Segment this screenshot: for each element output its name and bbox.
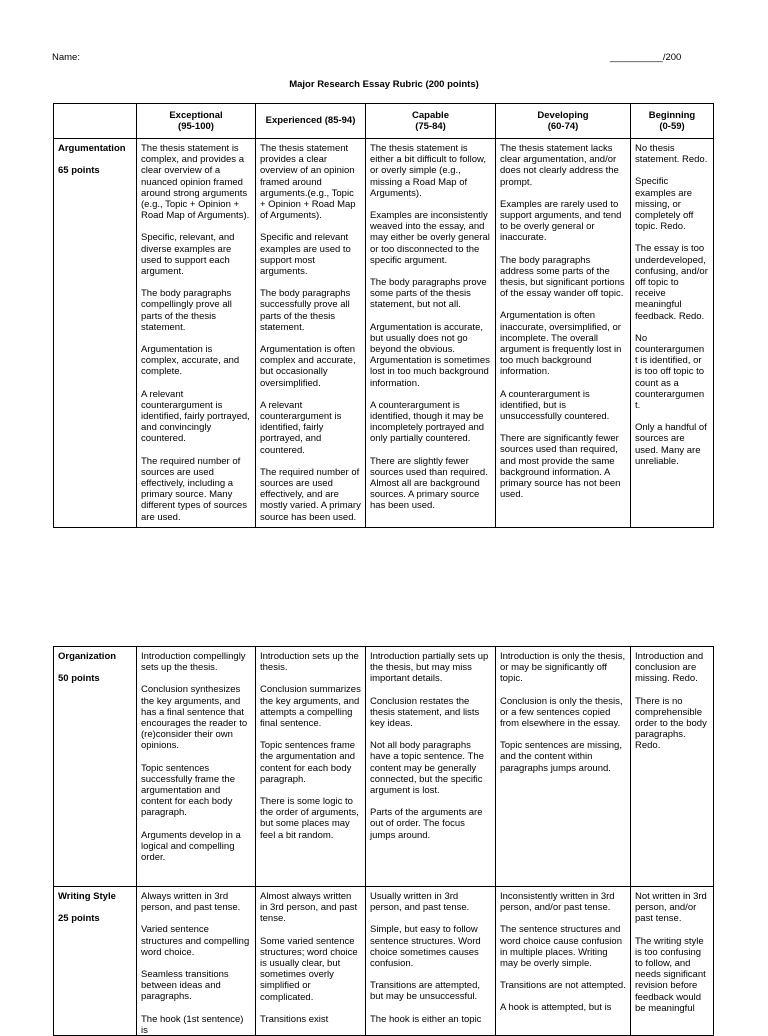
cell-exceptional — [137, 139, 256, 528]
row-head — [54, 887, 137, 1036]
criterion-text: Transitions are not attempted. — [500, 980, 626, 992]
criterion-text: Simple, but easy to follow sentence structures. Word choice sometimes causes confusion. — [370, 924, 481, 970]
criterion-text: Parts of the arguments are out of order. The focus jumps around. — [370, 807, 483, 841]
criterion-text: Conclusion is only the thesis, or a few sentences copied from elsewhere in the essay. — [500, 695, 623, 730]
col-range: (0-59) — [659, 121, 685, 132]
criterion-text: Not all body paragraphs have a topic sentence. The content may be generally connected, but the specific argument is lost. — [370, 740, 484, 797]
row-name: Organization — [58, 651, 117, 662]
criterion-text: Specific examples are missing, or completely off topic. Redo. — [635, 176, 694, 233]
criterion-text: The hook is either an topic — [370, 1013, 482, 1025]
row-writing-style — [54, 887, 714, 1036]
col-label: Beginning — [648, 109, 696, 121]
criterion-text: There is no comprehensible order to the body paragraphs. Redo. — [635, 695, 707, 752]
row-points: 65 points — [58, 165, 100, 177]
col-head-capable — [366, 104, 496, 139]
cell-experienced — [256, 887, 366, 1036]
criterion-text: Examples are inconsistently weaved into the essay, and may either be overly general or too disconnected to the specific argument. — [370, 210, 490, 266]
col-range: (75-84) — [415, 121, 446, 132]
criterion-text: A counterargument is identified, but is unsuccessfully countered. — [500, 388, 610, 423]
criterion-text: Transitions exist — [260, 1013, 329, 1025]
criterion-text: Argumentation is complex, accurate, and complete. — [141, 344, 240, 378]
header-row — [54, 104, 714, 139]
col-head-beginning — [631, 104, 714, 139]
rubric-table-top — [53, 103, 714, 528]
criterion-text: The body paragraphs successfully prove all parts of the thesis statement. — [260, 288, 351, 333]
criterion-text: Topic sentences successfully frame the argumentation and content for each body paragraph. — [141, 762, 235, 819]
criterion-text: Examples are rarely used to support arguments, and tend to be overly general or inaccurate. — [500, 198, 622, 244]
criterion-text: The required number of sources are used effectively, including a primary source. Many different types of sources are used. — [141, 455, 247, 523]
cell-developing — [496, 139, 631, 528]
criterion-text: Always written in 3rd person, and past tense. — [141, 891, 241, 914]
criterion-text: No thesis statement. Redo. — [635, 143, 708, 166]
criterion-text: The thesis statement is complex, and provides a clear overview of a nuanced opinion framed around strong arguments (e.g., Topic + Opinion + Road Map of Arguments). — [141, 143, 250, 222]
criterion-text: Only a handful of sources are used. Many are unreliable. — [635, 422, 707, 467]
cell-experienced — [256, 647, 366, 887]
criterion-text: Introduction compellingly sets up the thesis. — [141, 651, 246, 674]
criterion-text: The thesis statement lacks clear argumentation, and/or does not clearly address the prompt. — [500, 143, 619, 188]
row-argumentation — [54, 139, 714, 528]
criterion-text: A counterargument is identified, though it may be incompletely portrayed and only partially countered. — [370, 399, 485, 445]
criterion-text: Argumentation is accurate, but usually does not go beyond the obvious. Argumentation is sometimes lost in too much background information. — [370, 321, 490, 389]
criterion-text: There are slightly fewer sources used than required. Almost all are background sources. A primary source has been used. — [370, 455, 488, 512]
cell-beginning — [631, 887, 714, 1036]
row-name: Argumentation — [58, 143, 126, 154]
criterion-text: Varied sentence structures and compelling word choice. — [141, 924, 250, 958]
cell-beginning — [631, 139, 714, 528]
criterion-text: The sentence structures and word choice cause confusion in multiple places. Writing may be overly simple. — [500, 924, 622, 970]
criterion-text: The body paragraphs compellingly prove all parts of the thesis statement. — [141, 288, 232, 333]
criterion-text: Almost always written in 3rd person, and past tense. — [260, 891, 358, 925]
criterion-text: Conclusion synthesizes the key arguments, and has a final sentence that encourages the reader to (re)consider their own opinions. — [141, 684, 248, 752]
col-range: (60-74) — [547, 121, 579, 132]
criterion-text: There are significantly fewer sources used than required, and most provide the same background information. A primary source has not been used. — [500, 433, 621, 501]
criterion-text: The body paragraphs address some parts of the thesis, but significant portions of the essay wander off topic. — [500, 254, 625, 300]
criterion-text: Topic sentences are missing, and the content within paragraphs jumps around. — [500, 740, 622, 774]
criterion-text: Specific and relevant examples are used to support most arguments. — [260, 232, 351, 278]
row-head — [54, 647, 137, 887]
col-head-developing — [496, 104, 631, 139]
criterion-text: There is some logic to the order of arguments, but some places may feel a bit random. — [260, 796, 359, 841]
criterion-text: Some varied sentence structures; word choice is usually clear, but sometimes overly simplified or complicated. — [260, 935, 358, 1003]
col-range: (95-100) — [178, 121, 214, 132]
criterion-text: The hook (1st sentence) is — [141, 1013, 244, 1036]
row-name: Writing Style — [58, 891, 116, 902]
criterion-text: The thesis statement provides a clear overview of an opinion framed around arguments.(e.g., Topic + Opinion + Road Map of Arguments). — [260, 143, 356, 222]
criterion-text: The essay is too underdeveloped, confusing, and/or off topic to receive meaningful feedback. Redo. — [635, 243, 708, 322]
criterion-text: A relevant counterargument is identified, fairly portrayed, and countered. — [260, 399, 342, 456]
criterion-text: Argumentation is often complex and accurate, but occasionally oversimplified. — [260, 344, 356, 389]
cell-exceptional — [137, 887, 256, 1036]
cell-beginning — [631, 647, 714, 887]
row-head — [54, 139, 137, 528]
criterion-text: Usually written in 3rd person, and past tense. — [370, 891, 470, 914]
criterion-text: The body paragraphs prove some parts of the thesis statement, but not all. — [370, 277, 487, 311]
criterion-text: Not written in 3rd person, and/or past tense. — [635, 891, 707, 925]
criterion-text: Introduction and conclusion are missing. Redo. — [635, 651, 704, 685]
criterion-text: Seamless transitions between ideas and paragraphs. — [141, 969, 229, 1003]
criterion-text: Inconsistently written in 3rd person, and/or past tense. — [500, 891, 615, 914]
criterion-text: Conclusion summarizes the key arguments, and attempts a compelling final sentence. — [260, 684, 361, 730]
col-head-experienced — [256, 104, 366, 139]
cell-exceptional — [137, 647, 256, 887]
col-label: Exceptional — [169, 109, 223, 121]
col-label: Developing — [537, 109, 589, 121]
col-head-exceptional — [137, 104, 256, 139]
criterion-text: Conclusion restates the thesis statement, and lists key ideas. — [370, 695, 480, 730]
criterion-text: Topic sentences frame the argumentation and content for each body paragraph. — [260, 740, 356, 785]
criterion-text: Introduction partially sets up the thesis, but may miss important details. — [370, 651, 489, 685]
criterion-text: The required number of sources are used effectively, and are mostly varied. A primary source has been used. — [260, 466, 361, 523]
rubric-table-bottom — [53, 646, 714, 1036]
criterion-text: Introduction is only the thesis, or may be significantly off topic. — [500, 651, 626, 685]
cell-capable — [366, 887, 496, 1036]
criterion-text: Introduction sets up the thesis. — [260, 651, 359, 674]
name-label: Name: — [52, 52, 80, 63]
criterion-text: Argumentation is often inaccurate, oversimplified, or incomplete. The overall argument is frequently lost in too much background information. — [500, 310, 622, 378]
page-title: Major Research Essay Rubric (200 points) — [289, 79, 479, 90]
corner-cell — [54, 104, 137, 139]
criterion-text: The writing style is too confusing to follow, and needs significant revision before feedback would be meaningful — [635, 935, 706, 1014]
cell-capable — [366, 139, 496, 528]
cell-developing — [496, 647, 631, 887]
criterion-text: A hook is attempted, but is — [500, 1002, 612, 1014]
row-organization — [54, 647, 714, 887]
row-points: 25 points — [58, 913, 100, 925]
cell-experienced — [256, 139, 366, 528]
criterion-text: No counterargumen t is identified, or is too off topic to count as a counterargumen t. — [635, 332, 705, 412]
cell-developing — [496, 887, 631, 1036]
cell-capable — [366, 647, 496, 887]
criterion-text: Arguments develop in a logical and compelling order. — [141, 829, 241, 864]
score-blank: __________/200 — [610, 52, 682, 63]
criterion-text: Transitions are attempted, but may be unsuccessful. — [370, 980, 481, 1003]
row-points: 50 points — [58, 673, 100, 685]
criterion-text: Specific, relevant, and diverse examples are used to support each argument. — [141, 232, 235, 278]
criterion-text: The thesis statement is either a bit difficult to follow, or overly simple (e.g., missing a Road Map of Arguments). — [370, 143, 486, 199]
col-label: Experienced (85-94) — [265, 115, 356, 127]
criterion-text: A relevant counterargument is identified, fairly portrayed, and convincingly countered. — [141, 388, 250, 445]
col-label: Capable — [412, 109, 449, 121]
